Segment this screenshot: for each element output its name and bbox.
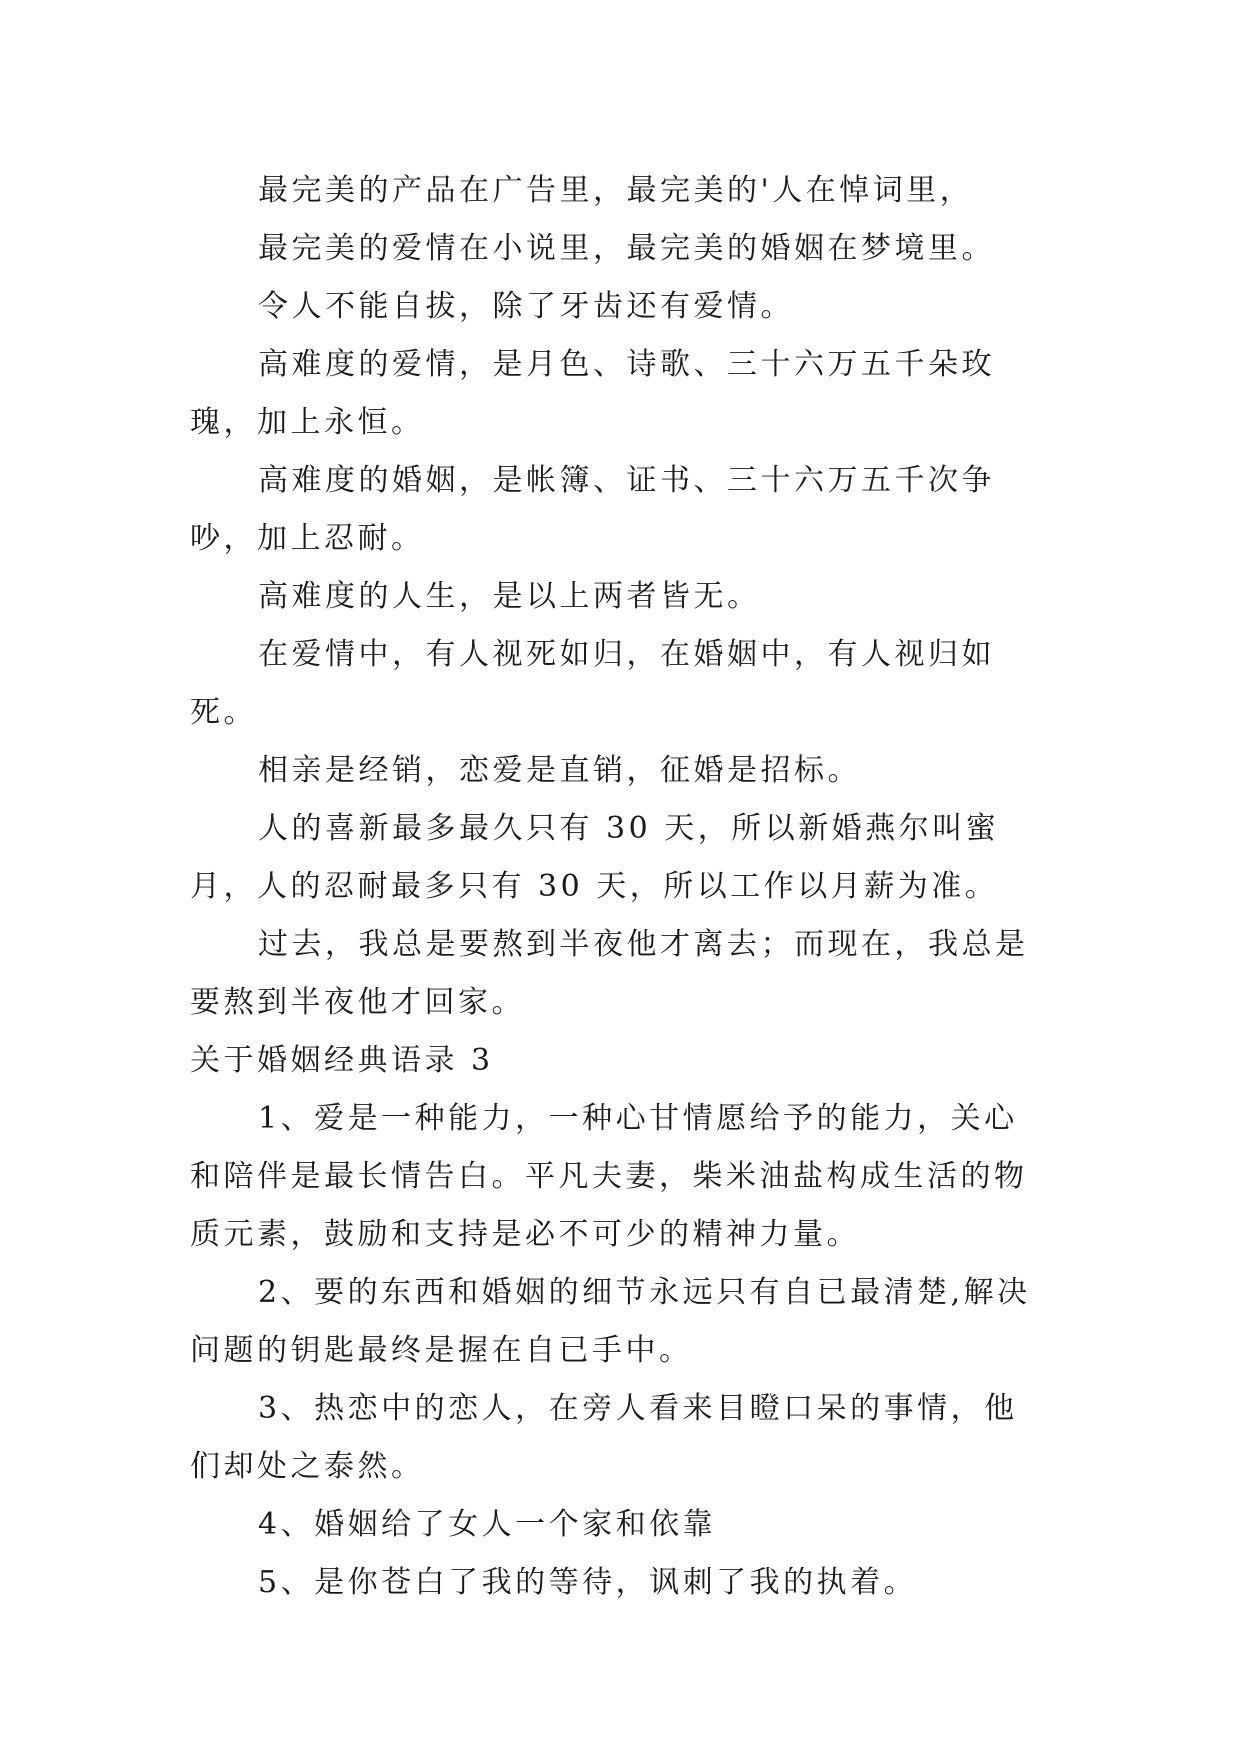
quote-item: 4、婚姻给了女人一个家和依靠 <box>258 1507 717 1542</box>
paragraph: 高难度的婚姻，是帐簿、证书、三十六万五千次争吵，加上忍耐。 <box>190 463 995 556</box>
paragraph: 过去，我总是要熬到半夜他才离去；而现在，我总是要熬到半夜他才回家。 <box>190 927 1029 1020</box>
quote-item: 3、热恋中的恋人，在旁人看来目瞪口呆的事情，他们却处之泰然。 <box>190 1391 1018 1484</box>
paragraph: 高难度的人生，是以上两者皆无。 <box>258 579 761 614</box>
paragraph: 人的喜新最多最久只有 30 天，所以新婚燕尔叫蜜月，人的忍耐最多只有 30 天，所以工作以月薪为准。 <box>190 811 1000 904</box>
paragraph: 最完美的爱情在小说里，最完美的婚姻在梦境里。 <box>258 231 995 266</box>
quote-item: 1、爱是一种能力，一种心甘情愿给予的能力，关心和陪伴是最长情告白。平凡夫妻，柴米油盐构成生活的物质元素，鼓励和支持是必不可少的精神力量。 <box>190 1101 1028 1252</box>
section-heading: 关于婚姻经典语录 3 <box>190 1043 494 1078</box>
paragraph: 令人不能自拔，除了牙齿还有爱情。 <box>258 289 794 324</box>
paragraph: 相亲是经销，恋爱是直销，征婚是招标。 <box>258 753 861 788</box>
quote-item: 5、是你苍白了我的等待，讽刺了我的执着。 <box>258 1565 918 1600</box>
quote-item: 2、要的东西和婚姻的细节永远只有自已最清楚,解决问题的钥匙最终是握在自已手中。 <box>190 1275 1031 1368</box>
paragraph: 最完美的产品在广告里，最完美的'人在悼词里， <box>258 173 974 208</box>
paragraph: 在爱情中，有人视死如归，在婚姻中，有人视归如死。 <box>190 637 995 730</box>
document-body <box>190 162 1050 1612</box>
paragraph: 高难度的爱情，是月色、诗歌、三十六万五千朵玫瑰，加上永恒。 <box>190 347 995 440</box>
